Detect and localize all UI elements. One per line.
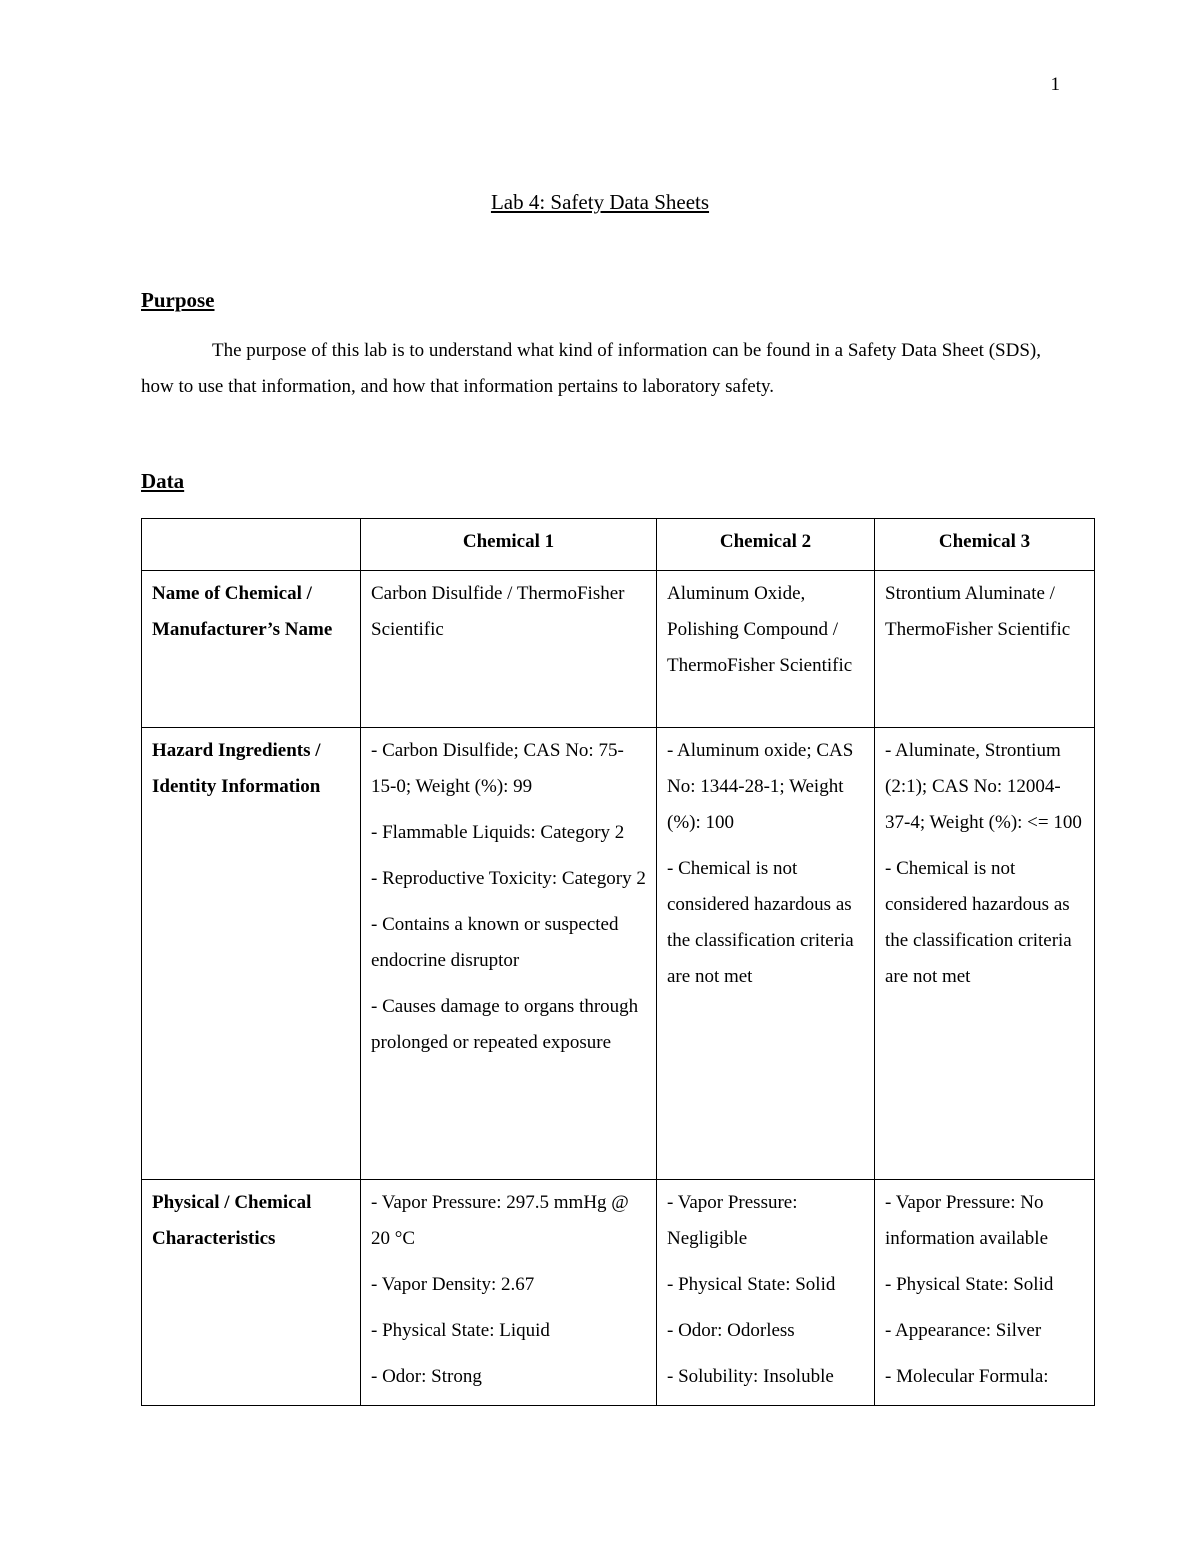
table-row-name-manufacturer xyxy=(142,571,1095,728)
cell-entry: - Aluminum oxide; CAS No: 1344-28-1; Weight (%): 100 xyxy=(667,740,854,833)
row-label-hazard-ingredients xyxy=(142,728,361,1180)
cell-entry: Carbon Disulfide / ThermoFisher Scientific xyxy=(371,583,625,640)
cell-entry: - Vapor Pressure: No information available xyxy=(885,1192,1049,1249)
cell-entry: - Aluminate, Strontium (2:1); CAS No: 12004-37-4; Weight (%): <= 100 xyxy=(885,740,1082,833)
purpose-heading: Purpose xyxy=(141,288,215,312)
purpose-paragraph: The purpose of this lab is to understand what kind of information can be found in a Safety Data Sheet (SDS), how to use that information, and how that information pertains to laboratory safety. xyxy=(141,340,1041,397)
cell-chemical-1-physical xyxy=(361,1180,657,1406)
sds-data-table xyxy=(141,518,1095,1406)
cell-entry: - Causes damage to organs through prolonged or repeated exposure xyxy=(371,996,639,1053)
cell-entry: - Contains a known or suspected endocrine disruptor xyxy=(371,914,619,971)
cell-entry: - Appearance: Silver xyxy=(885,1320,1042,1341)
document-title-text: Lab 4: Safety Data Sheets xyxy=(490,190,710,214)
cell-chemical-3-physical xyxy=(875,1180,1095,1406)
row-label-line: Identity Information xyxy=(152,776,321,797)
cell-entry: - Vapor Pressure: 297.5 mmHg @ 20 °C xyxy=(371,1192,629,1249)
document-title xyxy=(0,190,1200,215)
cell-chemical-3-hazard xyxy=(875,728,1095,1180)
cell-entry: - Physical State: Solid xyxy=(885,1274,1054,1295)
cell-entry: - Reproductive Toxicity: Category 2 xyxy=(371,868,646,889)
cell-entry: - Physical State: Liquid xyxy=(371,1320,550,1341)
cell-chemical-1-hazard xyxy=(361,728,657,1180)
cell-chemical-2-hazard xyxy=(657,728,875,1180)
cell-entry: - Odor: Odorless xyxy=(667,1320,795,1341)
table-row-hazard-ingredients xyxy=(142,728,1095,1180)
cell-entry: - Vapor Density: 2.67 xyxy=(371,1274,535,1295)
cell-entry: - Odor: Strong xyxy=(371,1366,482,1387)
table-header-row xyxy=(142,519,1095,571)
header-cell-empty xyxy=(142,519,361,571)
cell-entry: - Vapor Pressure: Negligible xyxy=(667,1192,798,1249)
data-heading: Data xyxy=(141,469,185,493)
table-row-physical-chemical xyxy=(142,1180,1095,1406)
cell-entry: - Chemical is not considered hazardous as the classification criteria are not met xyxy=(667,858,854,987)
header-cell-chemical-2: Chemical 2 xyxy=(657,519,875,571)
cell-entry: - Physical State: Solid xyxy=(667,1274,836,1295)
header-cell-chemical-3: Chemical 3 xyxy=(875,519,1095,571)
cell-entry: Strontium Aluminate / ThermoFisher Scientific xyxy=(885,583,1071,640)
row-label-line: Hazard Ingredients / xyxy=(152,740,321,761)
cell-chemical-2-name xyxy=(657,571,875,728)
page-number: 1 xyxy=(1050,74,1060,95)
row-label-line: Characteristics xyxy=(152,1228,276,1249)
row-label-line: Manufacturer’s Name xyxy=(152,619,333,640)
cell-entry: - Flammable Liquids: Category 2 xyxy=(371,822,625,843)
cell-chemical-3-name xyxy=(875,571,1095,728)
cell-entry: - Molecular Formula: xyxy=(885,1366,1049,1387)
row-label-physical-chemical xyxy=(142,1180,361,1406)
cell-entry: - Carbon Disulfide; CAS No: 75-15-0; Weight (%): 99 xyxy=(371,740,624,797)
row-label-line: Physical / Chemical xyxy=(152,1192,312,1213)
cell-chemical-2-physical xyxy=(657,1180,875,1406)
cell-entry: - Solubility: Insoluble xyxy=(667,1366,834,1387)
cell-chemical-1-name xyxy=(361,571,657,728)
cell-entry: - Chemical is not considered hazardous as the classification criteria are not met xyxy=(885,858,1072,987)
row-label-name-manufacturer xyxy=(142,571,361,728)
cell-entry: Aluminum Oxide, Polishing Compound / ThermoFisher Scientific xyxy=(667,583,853,676)
header-cell-chemical-1: Chemical 1 xyxy=(361,519,657,571)
row-label-line: Name of Chemical / xyxy=(152,583,312,604)
